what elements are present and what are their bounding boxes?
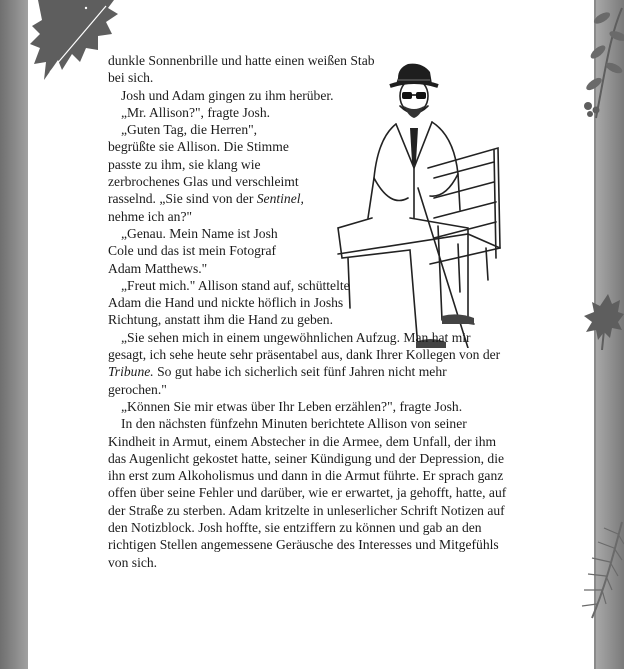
paragraph-8: „Können Sie mir etwas über Ihr Leben erzählen?", fragte Josh. [121, 398, 463, 414]
paragraph-1: dunkle Sonnenbrille und hatte einen weißen Stab bei sich. [108, 53, 375, 86]
pine-branch-icon [578, 520, 624, 620]
paragraph-3: „Mr. Allison?", fragte Josh. [121, 104, 271, 120]
paragraph-9: In den nächsten fünfzehn Minuten berichtete Allison von seiner Kindheit in Armut, einem Abstecher in die Armee, dem Unfall, der ihm das Augenlicht gekostet hatte, seiner Kündigung und der Depression, die ihn erst zum Alkoholismus und dann in die Armut führte. Er sprach ganz offen über seine Fehler und darüber, wie er erwartet, ja gehofft, hatte, auf der Straße zu sterben. Adam kritzelte in unleserlicher Schrift Notizen auf den Notizblock. Josh hoffte, sie entziffern zu können und gab an den richtigen Stellen angemessene Geräusche des Interesses und Mitgefühls von sich. [108, 416, 507, 570]
paragraph-2: Josh und Adam gingen zu ihm herüber. [121, 87, 334, 103]
paragraph-5: „Genau. Mein Name ist Josh Cole und das ist mein Fotograf Adam Matthews." [108, 225, 278, 276]
page-edge-left [0, 0, 30, 669]
berry-sprig-icon [578, 6, 624, 126]
maple-leaf-icon [584, 292, 624, 350]
body-text [108, 52, 508, 571]
newspaper-name-tribune: Tribune. [108, 364, 154, 380]
newspaper-name-sentinel: Sentinel, [256, 191, 304, 207]
paragraph-4: „Guten Tag, die Herren", begrüßte sie Allison. Die Stimme passte zu ihm, sie klang wie zerbrochenes Glas und verschleimt rasselnd. „Sie sind von der Sentinel, nehme ich an?" [108, 122, 304, 224]
paragraph-7: „Sie sehen mich in einem ungewöhnlichen Aufzug. Man hat mir gesagt, ich sehe heute sehr präsentabel aus, dank Ihrer Kollegen von der Tribune. So gut habe ich sicherlich seit fünf Jahren nicht mehr gerochen." [108, 329, 501, 397]
paragraph-6: „Freut mich." Allison stand auf, schüttelte Adam die Hand und nickte höflich in Joshs Richtung, anstatt ihm die Hand zu geben. [108, 277, 350, 328]
